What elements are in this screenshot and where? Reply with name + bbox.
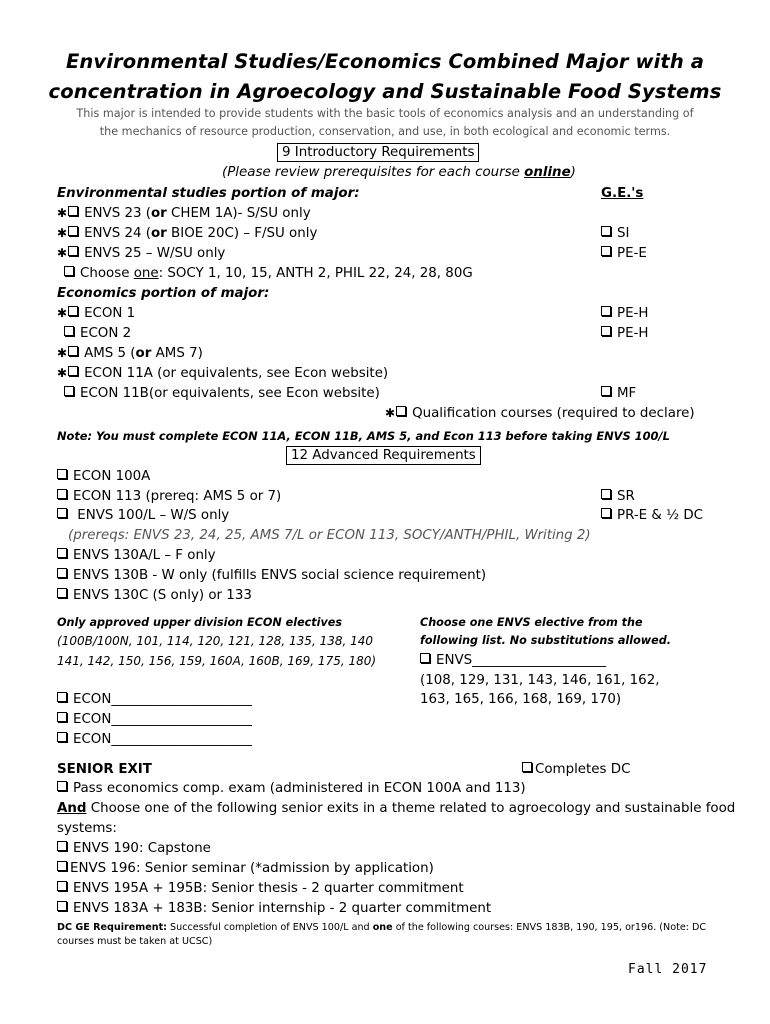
dc-text: of the following courses: ENVS 183B, 190, 195, or196. (Note: DC xyxy=(392,922,707,933)
econ-electives-list-1: (100B/100N, 101, 114, 120, 121, 128, 135, 138, 140 xyxy=(57,634,374,648)
section-heading-advanced: 12 Advanced Requirements xyxy=(286,446,481,465)
one-text: one xyxy=(133,266,159,281)
req-text: ENVS 190: Capstone xyxy=(73,841,211,856)
req-econ1 xyxy=(57,306,135,321)
req-econ11b xyxy=(64,386,380,401)
ge-sr xyxy=(601,489,635,504)
dc-ge-requirement-2: courses must be taken at UCSC) xyxy=(57,936,213,947)
req-envs25 xyxy=(57,246,225,261)
checkbox[interactable] xyxy=(57,489,67,499)
econ-electives-heading: Only approved upper division ECON electives xyxy=(57,616,343,629)
asterisk-icon: ✱ xyxy=(57,206,68,220)
checkbox[interactable] xyxy=(57,469,67,479)
req-econ2 xyxy=(64,326,131,341)
asterisk-icon: ✱ xyxy=(57,306,68,320)
or-text: or xyxy=(150,206,167,221)
senior-exit-instructions-2: systems: xyxy=(57,821,117,836)
envs-elective-blank xyxy=(420,653,606,668)
footer-term: Fall 2017 xyxy=(628,962,708,977)
req-text: ECON 2 xyxy=(80,326,132,341)
req-text: ENVS 130C (S only) or 133 xyxy=(73,588,252,603)
asterisk-icon: ✱ xyxy=(57,366,68,380)
checkbox[interactable] xyxy=(601,326,611,336)
pass-exam xyxy=(57,781,526,796)
req-text: BIOE 20C) – F/SU only xyxy=(166,226,318,241)
ge-pe-h-2 xyxy=(601,326,648,341)
checkbox[interactable] xyxy=(64,266,74,276)
checkbox[interactable] xyxy=(57,548,67,558)
checkbox[interactable] xyxy=(68,226,78,236)
req-text: : SOCY 1, 10, 15, ANTH 2, PHIL 22, 24, 28, 80G xyxy=(158,266,473,281)
ge-pe-e xyxy=(601,246,647,261)
ge-label: MF xyxy=(617,386,637,401)
page-title-line-2: concentration in Agroecology and Sustainable Food Systems xyxy=(48,80,722,103)
req-choose-one xyxy=(64,266,473,281)
req-text: ECON 11A (or equivalents, see Econ website) xyxy=(84,366,389,381)
envs-elective-heading-2: following list. No substitutions allowed. xyxy=(420,634,671,647)
checkbox[interactable] xyxy=(68,206,78,216)
online-link[interactable]: online xyxy=(524,165,571,180)
and-text: And xyxy=(57,801,87,816)
req-envs130c xyxy=(57,588,252,603)
exit-option-capstone xyxy=(57,841,211,856)
req-text: ENVS 23 ( xyxy=(84,206,151,221)
dc-label: DC GE Requirement: xyxy=(57,922,167,933)
req-text: ECON 113 (prereq: AMS 5 or 7) xyxy=(73,489,282,504)
ge-label: SI xyxy=(617,226,630,241)
ge-pr-e xyxy=(601,508,703,523)
prereq-note xyxy=(222,165,576,180)
page-title-line-1: Environmental Studies/Economics Combined Major with a xyxy=(66,50,704,73)
req-text: ENVS 25 – W/SU only xyxy=(84,246,226,261)
dc-text: Successful completion of ENVS 100/L and xyxy=(167,922,373,933)
checkbox[interactable] xyxy=(64,326,74,336)
envs-blank-field[interactable]: ENVS____________________ xyxy=(436,653,607,668)
req-envs130b xyxy=(57,568,486,583)
checkbox[interactable] xyxy=(57,588,67,598)
req-envs23 xyxy=(57,206,311,221)
instructions-text: Choose one of the following senior exits in a theme related to agroecology and sustainable food xyxy=(86,801,736,816)
env-studies-heading: Environmental studies portion of major: xyxy=(57,186,360,201)
req-text: ENVS 195A + 195B: Senior thesis - 2 quarter commitment xyxy=(73,881,464,896)
or-text: or xyxy=(150,226,167,241)
checkbox[interactable] xyxy=(601,386,611,396)
req-envs24 xyxy=(57,226,317,241)
ge-label: SR xyxy=(617,489,635,504)
checkbox[interactable] xyxy=(68,306,78,316)
econ-elective-1 xyxy=(57,692,252,707)
checkbox[interactable] xyxy=(68,366,78,376)
checkbox[interactable] xyxy=(57,861,67,871)
econ-electives-list-2: 141, 142, 150, 156, 159, 160A, 160B, 169, 175, 180) xyxy=(57,654,377,668)
one-text: one xyxy=(372,922,393,933)
checkbox[interactable] xyxy=(57,712,67,722)
ge-label: PE-H xyxy=(617,326,649,341)
req-ams5 xyxy=(57,346,203,361)
ge-mf xyxy=(601,386,636,401)
ge-label: PR-E & ½ DC xyxy=(617,508,703,523)
prerequisite-note: Note: You must complete ECON 11A, ECON 11B, AMS 5, and Econ 113 before taking ENVS 100/L xyxy=(57,429,670,443)
completes-dc xyxy=(522,762,630,777)
prereq-note-text: (Please review prerequisites for each course xyxy=(222,165,525,180)
econ-heading: Economics portion of major: xyxy=(57,286,270,301)
req-envs130a xyxy=(57,548,216,563)
req-text: ECON 11B(or equivalents, see Econ website) xyxy=(80,386,380,401)
ge-pe-h-1 xyxy=(601,306,648,321)
checkbox[interactable] xyxy=(57,568,67,578)
or-text: or xyxy=(135,346,152,361)
asterisk-icon: ✱ xyxy=(57,226,68,240)
asterisk-icon: ✱ xyxy=(385,406,396,420)
envs-elective-list-1: (108, 129, 131, 143, 146, 161, 162, xyxy=(420,673,660,688)
envs-elective-list-2: 163, 165, 166, 168, 169, 170) xyxy=(420,692,622,707)
req-text: AMS 7) xyxy=(151,346,203,361)
intro-text-line-2: the mechanics of resource production, conservation, and use, in both ecological and economic terms. xyxy=(99,125,671,138)
senior-exit-instructions xyxy=(57,801,735,816)
checkbox[interactable] xyxy=(57,732,67,742)
exit-option-seminar xyxy=(57,861,434,876)
req-text: ENVS 24 ( xyxy=(84,226,151,241)
intro-text-line-1: This major is intended to provide students with the basic tools of economics analysis and an understanding of xyxy=(76,107,694,120)
envs100-prereqs: (prereqs: ENVS 23, 24, 25, AMS 7/L or ECON 113, SOCY/ANTH/PHIL, Writing 2) xyxy=(68,528,591,543)
ge-heading: G.E.'s xyxy=(601,186,644,201)
req-text: ECON 100A xyxy=(73,469,151,484)
req-text: ECON 1 xyxy=(84,306,136,321)
checkbox[interactable] xyxy=(57,508,67,518)
req-econ100a xyxy=(57,469,150,484)
req-text: Choose xyxy=(80,266,134,281)
qualification-legend xyxy=(385,406,695,421)
req-text: Pass economics comp. exam (administered in ECON 100A and 113) xyxy=(73,781,526,796)
ge-label: PE-E xyxy=(617,246,647,261)
checkbox[interactable] xyxy=(57,692,67,702)
checkbox[interactable] xyxy=(57,881,67,891)
qualification-text: Qualification courses (required to declare) xyxy=(412,406,695,421)
prereq-note-close: ) xyxy=(570,165,576,180)
section-heading-introductory: 9 Introductory Requirements xyxy=(277,143,479,162)
ge-si xyxy=(601,226,629,241)
senior-exit-heading: SENIOR EXIT xyxy=(57,762,152,777)
asterisk-icon: ✱ xyxy=(57,246,68,260)
envs-elective-heading: Choose one ENVS elective from the xyxy=(420,616,643,629)
econ-blank-field[interactable]: ECON_____________________ xyxy=(73,692,252,707)
asterisk-icon: ✱ xyxy=(57,346,68,360)
req-envs100 xyxy=(57,508,229,523)
checkbox[interactable] xyxy=(57,901,67,911)
req-text: ENVS 130A/L – F only xyxy=(73,548,216,563)
checkbox-icon xyxy=(396,406,406,416)
checkbox[interactable] xyxy=(420,653,430,663)
req-econ11a xyxy=(57,366,388,381)
req-econ113 xyxy=(57,489,281,504)
ge-label: PE-H xyxy=(617,306,649,321)
econ-elective-2 xyxy=(57,712,252,727)
checkbox[interactable] xyxy=(601,489,611,499)
exit-option-thesis xyxy=(57,881,464,896)
econ-blank-field[interactable]: ECON_____________________ xyxy=(73,732,252,747)
checkbox[interactable] xyxy=(601,246,611,256)
checkbox[interactable] xyxy=(64,386,74,396)
req-text: ENVS 130B - W only (fulfills ENVS social science requirement) xyxy=(73,568,487,583)
req-text: ENVS 196: Senior seminar (*admission by application) xyxy=(70,861,434,876)
req-text: CHEM 1A)- S/SU only xyxy=(166,206,311,221)
checkbox[interactable] xyxy=(68,346,78,356)
completes-dc-label: Completes DC xyxy=(535,762,631,777)
req-text: ENVS 100/L – W/S only xyxy=(73,508,230,523)
checkbox[interactable] xyxy=(522,762,532,772)
checkbox[interactable] xyxy=(601,508,611,518)
checkbox[interactable] xyxy=(68,246,78,256)
req-text: ENVS 183A + 183B: Senior internship - 2 quarter commitment xyxy=(73,901,492,916)
checkbox[interactable] xyxy=(57,781,67,791)
dc-ge-requirement xyxy=(57,922,706,933)
req-text: AMS 5 ( xyxy=(84,346,136,361)
econ-elective-3 xyxy=(57,732,252,747)
checkbox[interactable] xyxy=(601,226,611,236)
exit-option-internship xyxy=(57,901,491,916)
checkbox[interactable] xyxy=(57,841,67,851)
checkbox[interactable] xyxy=(601,306,611,316)
econ-blank-field[interactable]: ECON_____________________ xyxy=(73,712,252,727)
